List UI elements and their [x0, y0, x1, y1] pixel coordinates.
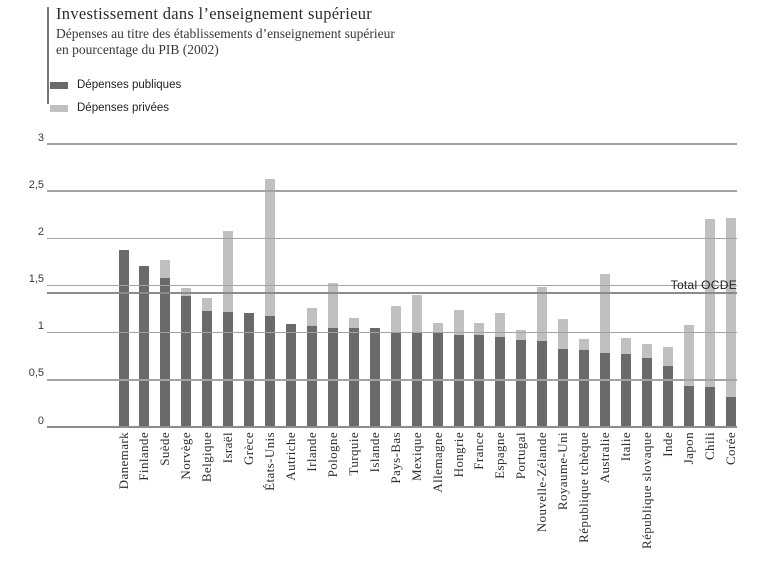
gridline-2: [47, 238, 737, 239]
x-label-portugal: Portugal: [513, 432, 529, 480]
bar-public-irlande: [307, 326, 317, 427]
gridline-0-5: [47, 379, 737, 380]
ytick-label-2-5: 2,5: [28, 178, 44, 191]
x-label-etats-unis: États-Unis: [262, 432, 278, 491]
bar-private-chili: [705, 219, 715, 388]
bar-private-inde: [663, 347, 673, 366]
bar-public-hongrie: [454, 335, 464, 427]
bar-public-coree: [726, 397, 736, 427]
bar-private-israel: [223, 231, 233, 312]
bar-private-espagne: [495, 313, 505, 338]
x-label-france: France: [471, 432, 487, 470]
x-label-allemagne: Allemagne: [429, 432, 445, 493]
bar-public-grece: [244, 313, 254, 427]
ytick-label-1: 1: [37, 320, 44, 333]
ytick-label-1-5: 1,5: [28, 273, 44, 285]
legend-label-privees: Dépenses privées: [77, 102, 170, 114]
bar-private-belgique: [202, 298, 212, 311]
x-label-danemark: Danemark: [115, 432, 131, 490]
x-label-pays-bas: Pays-Bas: [387, 432, 403, 484]
bar-public-autriche: [286, 324, 296, 427]
bar-private-royaume-uni: [558, 319, 568, 348]
bar-public-islande: [370, 328, 380, 427]
bar-public-portugal: [516, 340, 526, 427]
bar-public-australie: [600, 353, 610, 427]
x-label-norvege: Norvège: [178, 432, 194, 480]
bar-public-inde: [663, 366, 673, 427]
x-label-autriche: Autriche: [283, 432, 299, 481]
x-label-japon: Japon: [680, 432, 696, 465]
x-label-israel: Israël: [220, 432, 236, 464]
bar-public-italie: [621, 354, 631, 427]
chart-subtitle-line2: en pourcentage du PIB (2002): [56, 42, 219, 57]
bar-public-espagne: [495, 337, 505, 427]
bar-public-suede: [160, 278, 170, 427]
x-label-republique-tcheque: République tchèque: [576, 432, 592, 543]
ytick-label-2: 2: [37, 225, 44, 238]
chart-title: Investissement dans l’enseignement supérieur: [56, 4, 373, 23]
bar-public-france: [474, 335, 484, 427]
bar-public-royaume-uni: [558, 349, 568, 427]
bar-private-japon: [684, 325, 694, 386]
bar-public-finlande: [139, 266, 149, 427]
x-label-hongrie: Hongrie: [450, 432, 466, 478]
bar-public-norvege: [181, 296, 191, 427]
gridline-2-5: [47, 190, 737, 191]
x-label-irlande: Irlande: [303, 432, 319, 472]
x-label-italie: Italie: [618, 432, 634, 462]
x-label-inde: Inde: [659, 432, 675, 457]
bar-private-turquie: [349, 318, 359, 328]
gridline-1-5: [47, 285, 737, 286]
bar-private-italie: [621, 338, 631, 354]
ytick-label-3: 3: [37, 131, 44, 144]
x-label-australie: Australie: [597, 432, 613, 484]
bar-private-mexique: [412, 295, 422, 332]
bar-private-republique-slovaque: [642, 344, 652, 358]
bar-public-turquie: [349, 328, 359, 427]
x-label-finlande: Finlande: [136, 432, 152, 481]
x-label-grece: Grèce: [241, 432, 257, 466]
bar-private-irlande: [307, 308, 317, 326]
x-label-royaume-uni: Royaume-Uni: [555, 432, 571, 511]
x-label-nouvelle-zelande: Nouvelle-Zélande: [534, 432, 550, 533]
x-label-pologne: Pologne: [324, 432, 340, 478]
bar-private-france: [474, 323, 484, 335]
bar-public-republique-tcheque: [579, 350, 589, 427]
bar-public-japon: [684, 386, 694, 427]
bar-private-coree: [726, 218, 736, 397]
bar-private-etats-unis: [265, 179, 275, 316]
x-label-coree: Corée: [722, 432, 738, 466]
bar-public-pologne: [328, 328, 338, 427]
bar-private-suede: [160, 260, 170, 278]
bar-public-chili: [705, 387, 715, 427]
gridline-0: [47, 426, 737, 428]
bar-private-republique-tcheque: [579, 339, 589, 349]
ytick-label-0-5: 0,5: [28, 367, 44, 380]
ytick-label-0: 0: [37, 414, 44, 427]
x-label-mexique: Mexique: [408, 432, 424, 482]
bar-public-nouvelle-zelande: [537, 341, 547, 427]
bar-private-pologne: [328, 283, 338, 328]
x-label-belgique: Belgique: [199, 432, 215, 483]
x-label-suede: Suède: [157, 432, 173, 466]
x-label-chili: Chili: [701, 432, 717, 461]
x-label-republique-slovaque: République slovaque: [639, 432, 654, 549]
chart-subtitle-line1: Dépenses au titre des établissements d’enseignement supérieur: [56, 26, 395, 41]
gridline-3: [47, 143, 737, 144]
bar-public-israel: [223, 312, 233, 427]
total-ocde-label: Total OCDE: [670, 278, 737, 293]
total-ocde-line: [47, 292, 737, 294]
legend-label-publiques: Dépenses publiques: [77, 79, 182, 91]
x-label-turquie: Turquie: [345, 432, 361, 476]
bar-private-pays-bas: [391, 306, 401, 331]
x-label-islande: Islande: [366, 432, 382, 473]
gridline-1: [47, 332, 737, 333]
bar-public-republique-slovaque: [642, 358, 652, 427]
bar-public-danemark: [119, 250, 129, 427]
bar-public-belgique: [202, 311, 212, 427]
x-label-espagne: Espagne: [492, 432, 508, 479]
